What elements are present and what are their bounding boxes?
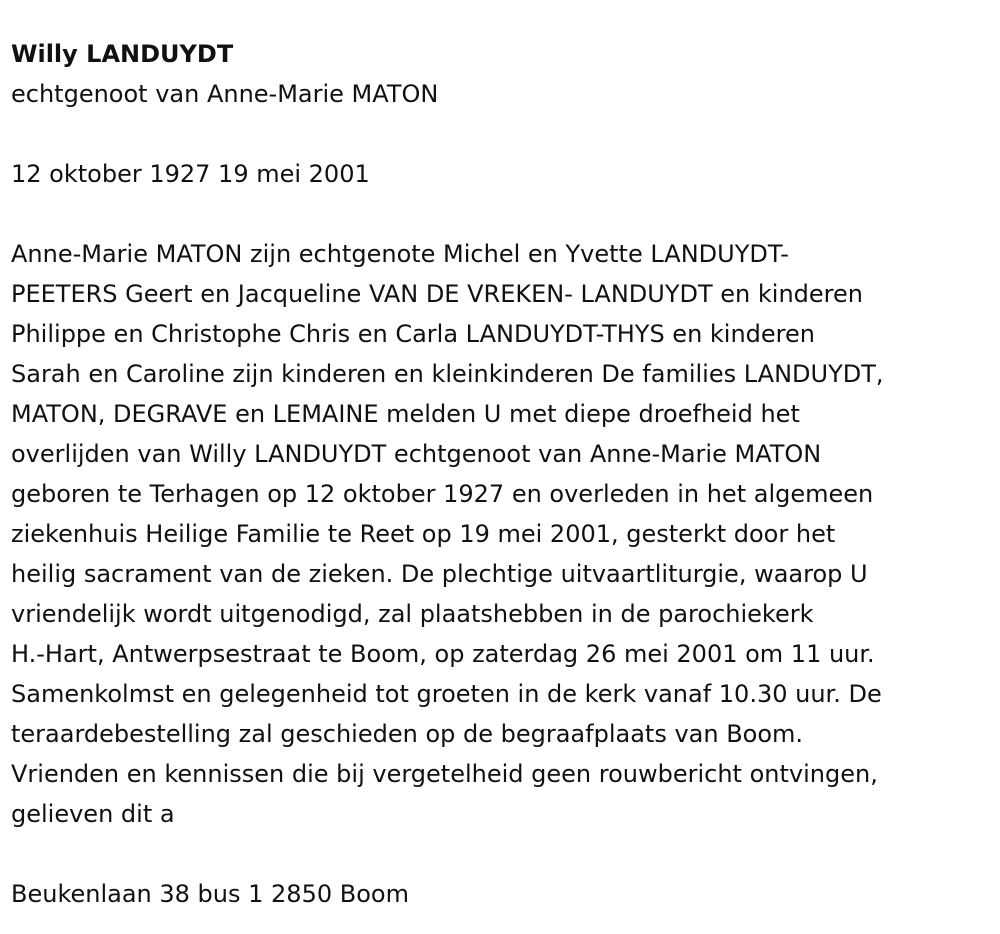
announcement-line: vriendelijk wordt uitgenodigd, zal plaatshebben in de parochiekerk [11, 600, 814, 628]
announcement-line: overlijden van Willy LANDUYDT echtgenoot van Anne-Marie MATON [11, 440, 822, 468]
announcement-text [11, 234, 986, 834]
announcement-line: heilig sacrament van de zieken. De plechtige uitvaartliturgie, waarop U [11, 560, 868, 588]
announcement-line: PEETERS Geert en Jacqueline VAN DE VREKEN- LANDUYDT en kinderen [11, 280, 863, 308]
spacer [11, 834, 986, 874]
announcement-line: MATON, DEGRAVE en LEMAINE melden U met diepe droefheid het [11, 400, 800, 428]
life-dates: 12 oktober 1927 19 mei 2001 [11, 160, 370, 188]
announcement-line: Philippe en Christophe Chris en Carla LANDUYDT-THYS en kinderen [11, 320, 815, 348]
deceased-name: Willy LANDUYDT [11, 40, 234, 68]
announcement-line: ziekenhuis Heilige Familie te Reet op 19 mei 2001, gesterkt door het [11, 520, 836, 548]
announcement-line: H.-Hart, Antwerpsestraat te Boom, op zaterdag 26 mei 2001 om 11 uur. [11, 640, 875, 668]
announcement-line: geboren te Terhagen op 12 oktober 1927 en overleden in het algemeen [11, 480, 874, 508]
spacer [11, 114, 986, 154]
announcement-line: teraardebestelling zal geschieden op de begraafplaats van Boom. [11, 720, 804, 748]
announcement-line: Anne-Marie MATON zijn echtgenote Michel en Yvette LANDUYDT- [11, 240, 789, 268]
announcement-line: gelieven dit a [11, 800, 175, 828]
announcement-line: Samenkolmst en gelegenheid tot groeten in de kerk vanaf 10.30 uur. De [11, 680, 882, 708]
spacer [11, 194, 986, 234]
address-line: Beukenlaan 38 bus 1 2850 Boom [11, 880, 409, 908]
announcement-line: Vrienden en kennissen die bij vergetelheid geen rouwbericht ontvingen, [11, 760, 878, 788]
obituary-notice [11, 34, 986, 914]
spouse-line: echtgenoot van Anne-Marie MATON [11, 80, 439, 108]
announcement-line: Sarah en Caroline zijn kinderen en kleinkinderen De families LANDUYDT, [11, 360, 884, 388]
